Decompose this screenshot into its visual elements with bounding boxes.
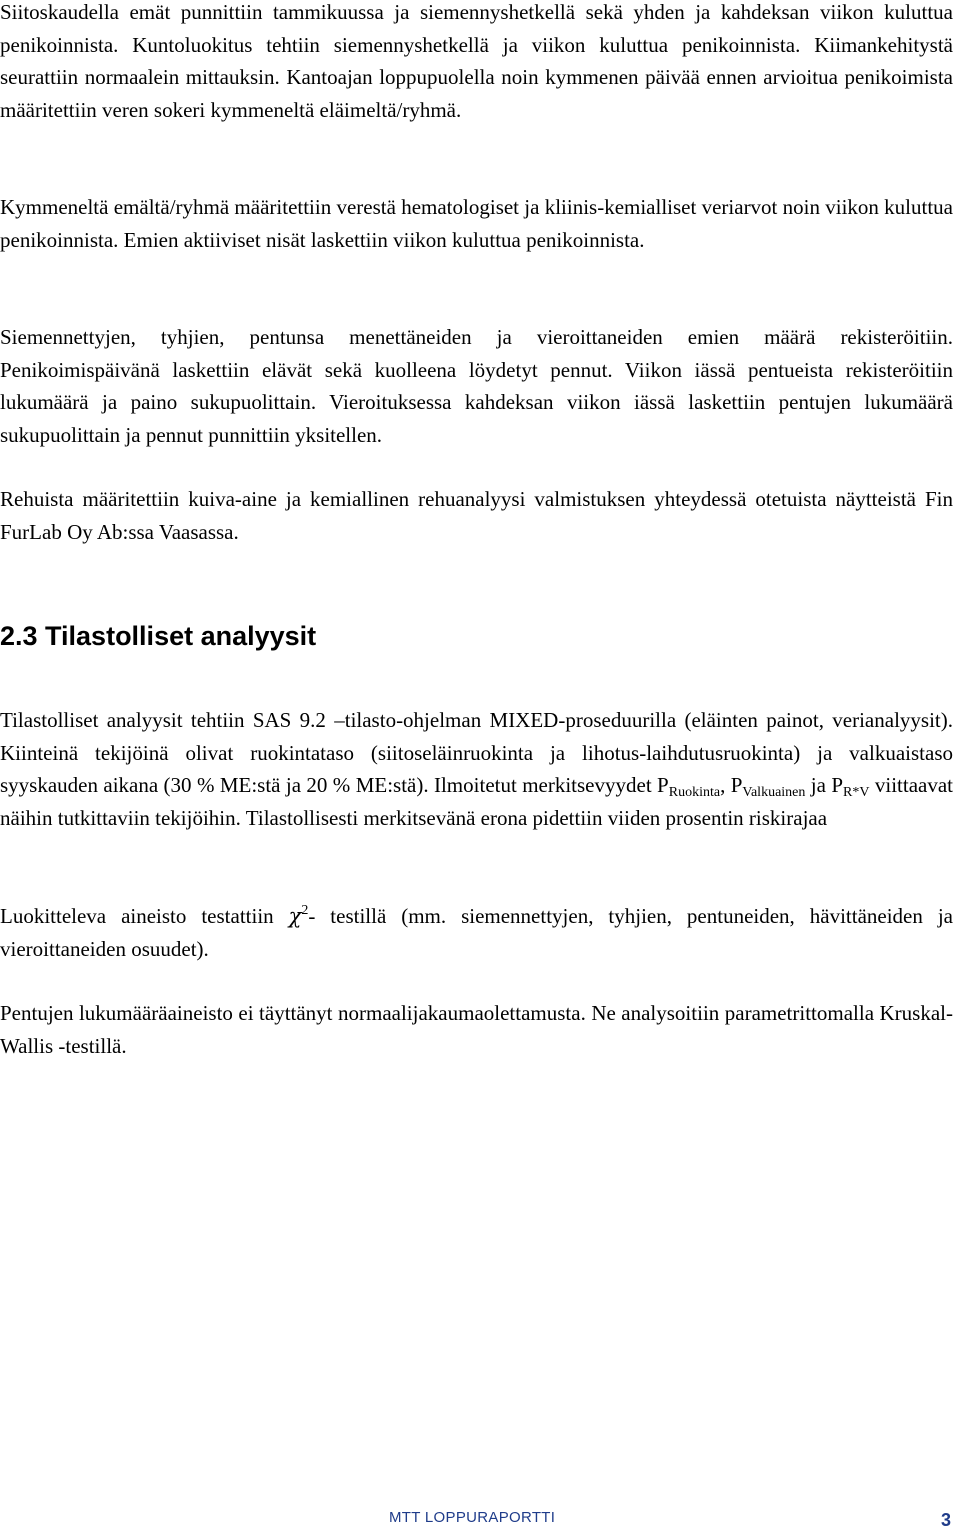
subscript-valkuainen: Valkuainen bbox=[742, 785, 806, 800]
paragraph-feed-analysis: Rehuista määritettiin kuiva-aine ja kemiallinen rehuanalyysi valmistuksen yhteydessä otetuista näytteistä Fin FurLab Oy Ab:ssa Vaasassa. bbox=[0, 487, 953, 544]
subscript-interaction: R*V bbox=[843, 785, 870, 800]
separator-2: ja bbox=[805, 773, 832, 797]
p-symbol-2: P bbox=[730, 773, 743, 797]
paragraph-kruskal-wallis: Pentujen lukumääräaineisto ei täyttänyt normaalijakaumaolettamusta. Ne analysoitiin parametrittomalla Kruskal-Wallis -testillä. bbox=[0, 1001, 953, 1058]
paragraph-registration: Siemennettyjen, tyhjien, pentunsa menettäneiden ja vieroittaneiden emien määrä rekisteröitiin. Penikoimispäivänä laskettiin elävät sekä kuolleena löydetyt pennut. Viikon iässä pentueista rekisteröitiin lukumäärä ja paino sukupuolittain. Vieroituksessa kahdeksan viikon iässä laskettiin pentujen lukumäärä sukupuolittain ja pennut punnittiin yksitellen. bbox=[0, 325, 953, 447]
paragraph-blood-values: Kymmeneltä emältä/ryhmä määritettiin verestä hematologiset ja kliinis-kemialliset veriarvot noin viikon kuluttua penikoinnista. Emien aktiiviset nisät laskettiin viikon kuluttua penikoinnista. bbox=[0, 195, 953, 252]
chi-text-end: - testillä (mm. siemennettyjen, tyhjien, pentuneiden, hävittäneiden ja vieroittaneiden osuudet). bbox=[0, 904, 953, 961]
chi-superscript: 2 bbox=[301, 903, 309, 918]
p-symbol-3: P bbox=[831, 773, 844, 797]
paragraph-statistics bbox=[0, 704, 953, 834]
statistics-text-end: viittaavat näihin tutkittaviin tekijöihin. Tilastollisesti merkitsevänä erona pidettiin viiden prosentin riskirajaa bbox=[0, 773, 953, 830]
paragraph-chi-square bbox=[0, 900, 953, 965]
footer-page-number: 3 bbox=[941, 1510, 952, 1530]
subscript-ruokinta: Ruokinta bbox=[668, 785, 721, 800]
footer-report-title: MTT LOPPURAPORTTI bbox=[389, 1509, 556, 1526]
statistics-text-start: Tilastolliset analyysit tehtiin SAS 9.2 –tilasto-ohjelman MIXED-proseduurilla (eläinten painot, verianalyysit). Kiinteinä tekijöinä olivat ruokintataso (siitoseläinruokinta ja lihotus-laihdutusruokinta) ja valkuaistaso syyskauden aikana (30 % ME:stä ja 20 % ME:stä). Ilmoitetut merkitsevyydet bbox=[0, 708, 953, 797]
chi-symbol: χ bbox=[288, 904, 302, 928]
chi-text-start: Luokitteleva aineisto testattiin bbox=[0, 904, 289, 928]
paragraph-sampling: Siitoskaudella emät punnittiin tammikuussa ja siemennyshetkellä sekä yhden ja kahdeksan viikon kuluttua penikoinnista. Kuntoluokitus tehtiin siemennyshetkellä ja viikon kuluttua penikoinnista. Kiimankehitystä seurattiin normaalein mittauksin. Kantoajan loppupuolella noin kymmenen päivää ennen arvioitua penikoimista määritettiin veren sokeri kymmeneltä eläimeltä/ryhmä. bbox=[0, 0, 953, 122]
p-symbol-1: P bbox=[657, 773, 669, 797]
separator-1: , bbox=[720, 773, 731, 797]
section-heading: 2.3 Tilastolliset analyysit bbox=[0, 621, 317, 651]
